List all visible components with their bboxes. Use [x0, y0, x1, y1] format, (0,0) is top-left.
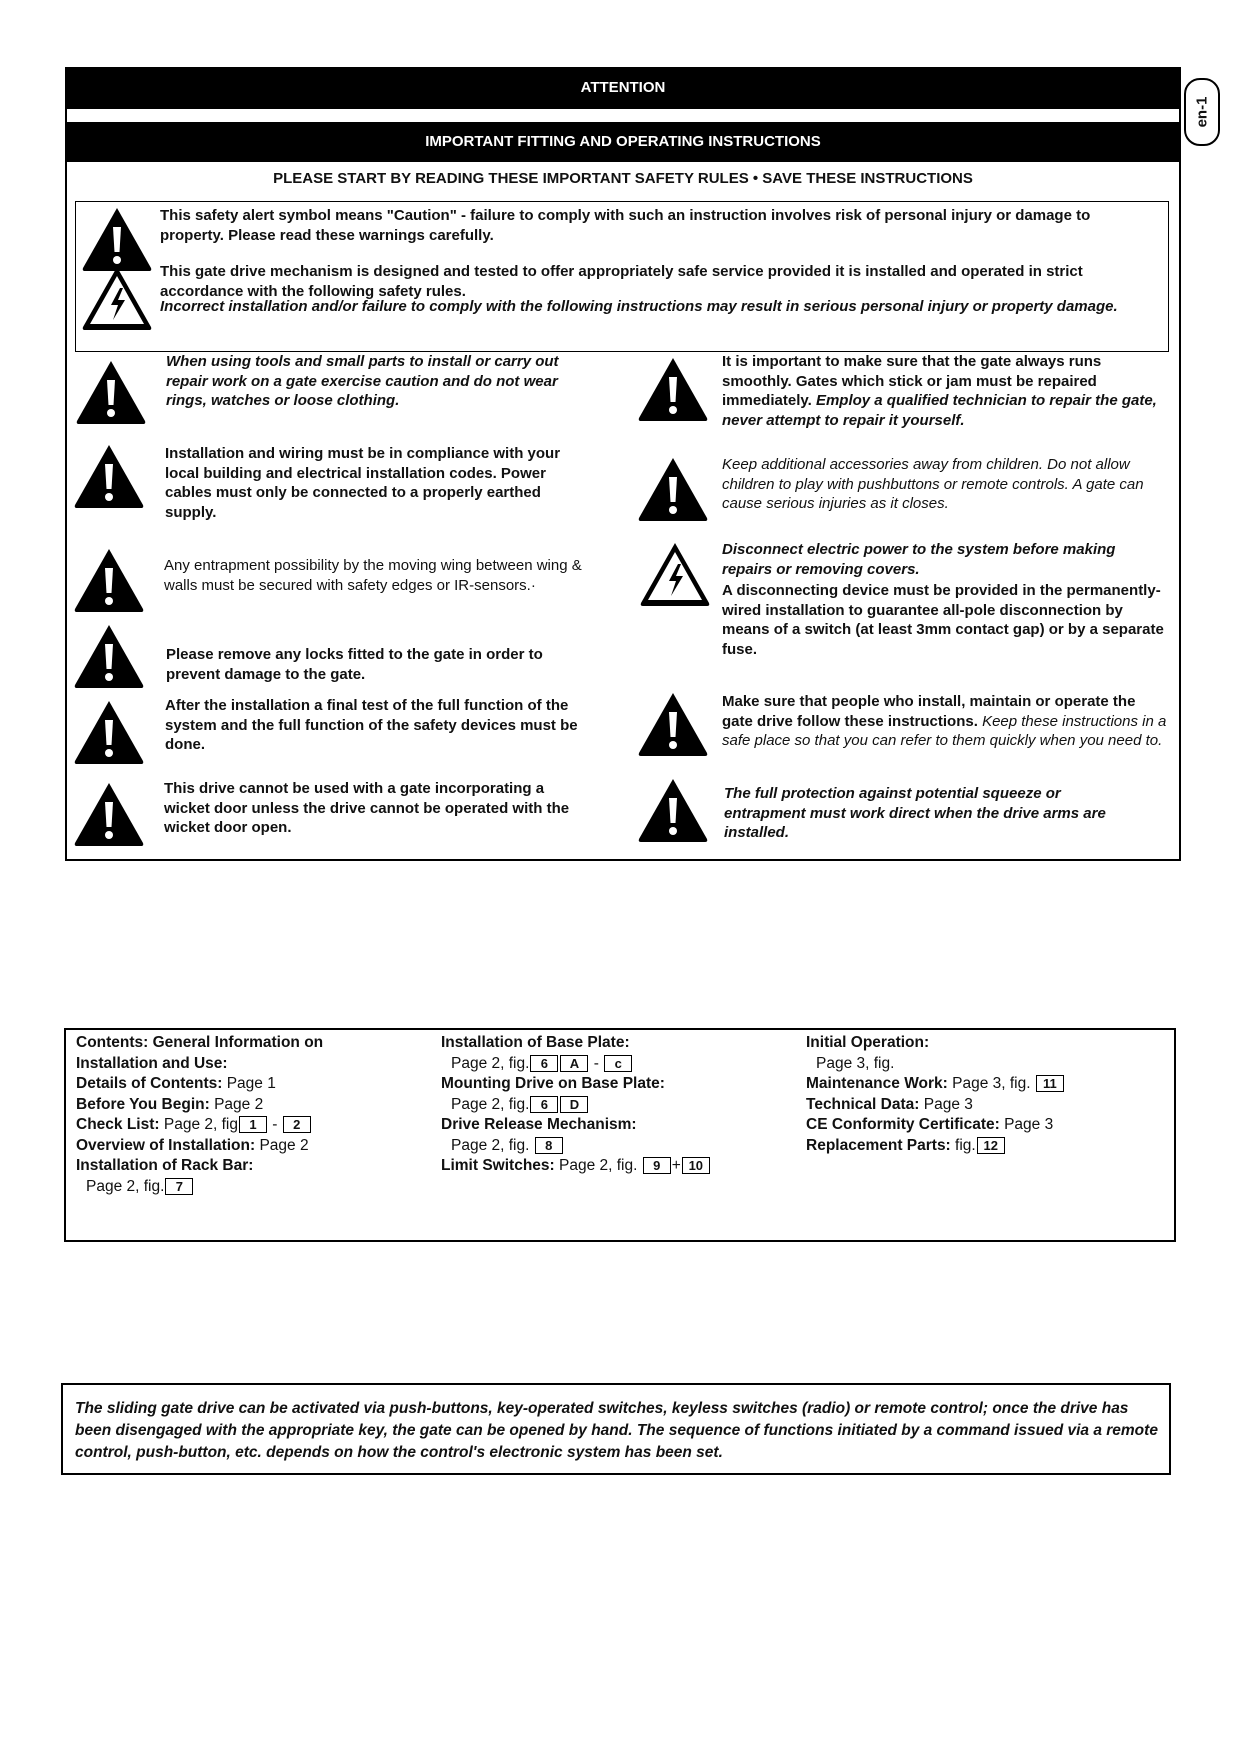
electric-shock-warning-icon — [638, 540, 712, 608]
warning-exclamation-icon — [72, 780, 146, 848]
warning-exclamation-icon — [74, 358, 148, 426]
fig-ref: D — [560, 1096, 588, 1113]
tools-caution-text: When using tools and small parts to install or carry out repair work on a gate exercise caution and do not wear rings, watches or loose clothing. — [166, 353, 559, 409]
fig-ref: 6 — [530, 1055, 558, 1072]
toc-replacement-parts: Replacement Parts: fig. 12 — [806, 1136, 1065, 1157]
page-number-tab — [1184, 78, 1220, 146]
fig-ref: 7 — [165, 1178, 193, 1195]
fig-ref: 2 — [283, 1116, 311, 1133]
alert-caution-text: This safety alert symbol means "Caution" - failure to comply with such an instruction involves risk of personal injury or damage to property. Please read these warnings carefully. — [160, 207, 1091, 244]
contents-title-2: Installation and Use: — [76, 1054, 228, 1072]
alert-design-text: This gate drive mechanism is designed and tested to offer appropriately safe service provided it is installed and operated in strict accordance with the following safety rules. — [160, 263, 1083, 300]
fig-ref: 6 — [530, 1096, 558, 1113]
fig-ref: A — [560, 1055, 588, 1072]
safety-rules-heading: PLEASE START BY READING THESE IMPORTANT SAFETY RULES • SAVE THESE INSTRUCTIONS — [273, 170, 973, 187]
disconnect-power-text — [722, 540, 1167, 659]
smooth-running-italic: Employ a qualified technician to repair the gate, never attempt to repair it yourself. — [722, 392, 1157, 429]
toc-base-plate: Installation of Base Plate: — [441, 1034, 630, 1051]
fig-ref: 9 — [643, 1157, 671, 1174]
warning-exclamation-icon — [72, 546, 146, 614]
fig-ref: 12 — [977, 1137, 1005, 1154]
toc-release-mechanism: Drive Release Mechanism: — [441, 1116, 637, 1133]
toc-mounting-drive-page: Page 2, fig. 6 D — [441, 1095, 711, 1116]
smooth-running-bold: It is important to make sure that the gate always runs smoothly. Gates which stick or jam must be repaired immediately. — [722, 353, 1102, 409]
electric-shock-warning-icon — [80, 264, 154, 332]
disconnecting-device-bold: A disconnecting device must be provided in the permanently-wired installation to guarantee all-pole disconnection by means of a switch (at least 3mm contact gap) or by a separate fuse. — [722, 582, 1164, 658]
contents-column-2 — [441, 1033, 711, 1177]
attention-banner: ATTENTION — [66, 67, 1180, 109]
fig-ref: 10 — [682, 1157, 710, 1174]
fig-ref: 8 — [535, 1137, 563, 1154]
alert-incorrect-install-text: Incorrect installation and/or failure to comply with the following instructions may result in serious personal injury or property damage. — [160, 298, 1118, 315]
toc-technical-data: Technical Data: Page 3 — [806, 1095, 973, 1113]
toc-maintenance: Maintenance Work: Page 3, fig. 11 — [806, 1074, 1065, 1095]
instructions-banner: IMPORTANT FITTING AND OPERATING INSTRUCTIONS — [66, 122, 1180, 162]
toc-rack-bar: Installation of Rack Bar: — [76, 1157, 254, 1174]
summary-text: The sliding gate drive can be activated via push-buttons, key-operated switches, keyless switches (radio) or remote control; once the drive has been disengaged with the appropriate key, the gate can be opened by hand. The sequence of functions initiated by a command issued via a remote control, push-button, etc. depends on how the control's electronic system has been set. — [75, 1400, 1158, 1461]
toc-initial-operation: Initial Operation: — [806, 1034, 930, 1051]
entrapment-text: Any entrapment possibility by the moving wing between wing & walls must be secured with safety edges or IR-sensors.· — [164, 557, 582, 594]
children-warning-text: Keep additional accessories away from children. Do not allow children to play with pushbuttons or remote controls. A gate can cause serious injuries as it closes. — [722, 456, 1144, 512]
fig-ref: 1 — [239, 1116, 267, 1133]
warning-exclamation-icon — [636, 690, 710, 758]
wiring-compliance-text: Installation and wiring must be in compliance with your local building and electrical installation codes. Power cables must only be connected to a properly earthed supply. — [165, 445, 561, 521]
toc-rack-bar-page: Page 2, fig. 7 — [76, 1177, 323, 1198]
warning-exclamation-icon — [72, 698, 146, 766]
warning-exclamation-icon — [72, 442, 146, 510]
toc-details: Details of Contents: Page 1 — [76, 1075, 276, 1092]
wicket-door-text: This drive cannot be used with a gate incorporating a wicket door unless the drive cannot be operated with the wicket door open. — [164, 780, 570, 836]
contents-title: Contents: General Information on — [76, 1034, 324, 1051]
fig-ref: c — [604, 1055, 632, 1072]
warning-exclamation-icon — [636, 455, 710, 523]
warning-exclamation-icon — [636, 776, 710, 844]
final-test-text: After the installation a final test of the full function of the system and the full function of the safety devices must be done. — [165, 697, 578, 753]
toc-release-mechanism-page: Page 2, fig. 8 — [441, 1136, 711, 1157]
toc-check-list: Check List: Page 2, fig 1 - 2 — [76, 1115, 323, 1136]
fig-ref: 11 — [1036, 1075, 1064, 1092]
contents-column-1 — [76, 1033, 323, 1197]
follow-instructions-text — [722, 692, 1167, 751]
warning-exclamation-icon — [72, 622, 146, 690]
follow-instructions-bold: Make sure that people who install, maintain or operate the gate drive follow these instructions. — [722, 693, 1136, 730]
toc-before-you-begin: Before You Begin: Page 2 — [76, 1095, 264, 1113]
toc-initial-operation-page: Page 3, fig. — [816, 1054, 895, 1072]
toc-mounting-drive: Mounting Drive on Base Plate: — [441, 1075, 665, 1092]
toc-overview: Overview of Installation: Page 2 — [76, 1136, 309, 1154]
smooth-running-text — [722, 352, 1167, 430]
follow-instructions-italic: Keep these instructions in a safe place so that you can refer to them quickly when you need to. — [722, 712, 1167, 749]
squeeze-protection-text: The full protection against potential squeeze or entrapment must work direct when the drive arms are installed. — [724, 785, 1106, 841]
warning-exclamation-icon — [636, 355, 710, 423]
page-number: en-1 — [1193, 96, 1211, 128]
toc-ce-certificate: CE Conformity Certificate: Page 3 — [806, 1116, 1054, 1133]
disconnect-power-italic: Disconnect electric power to the system before making repairs or removing covers. — [722, 541, 1116, 578]
warning-exclamation-icon — [80, 205, 154, 273]
toc-base-plate-page: Page 2, fig. 6 A - c — [441, 1054, 711, 1075]
remove-locks-text: Please remove any locks fitted to the gate in order to prevent damage to the gate. — [166, 646, 543, 683]
toc-limit-switches: Limit Switches: Page 2, fig. 9 + 10 — [441, 1156, 711, 1177]
contents-column-3 — [806, 1033, 1065, 1156]
